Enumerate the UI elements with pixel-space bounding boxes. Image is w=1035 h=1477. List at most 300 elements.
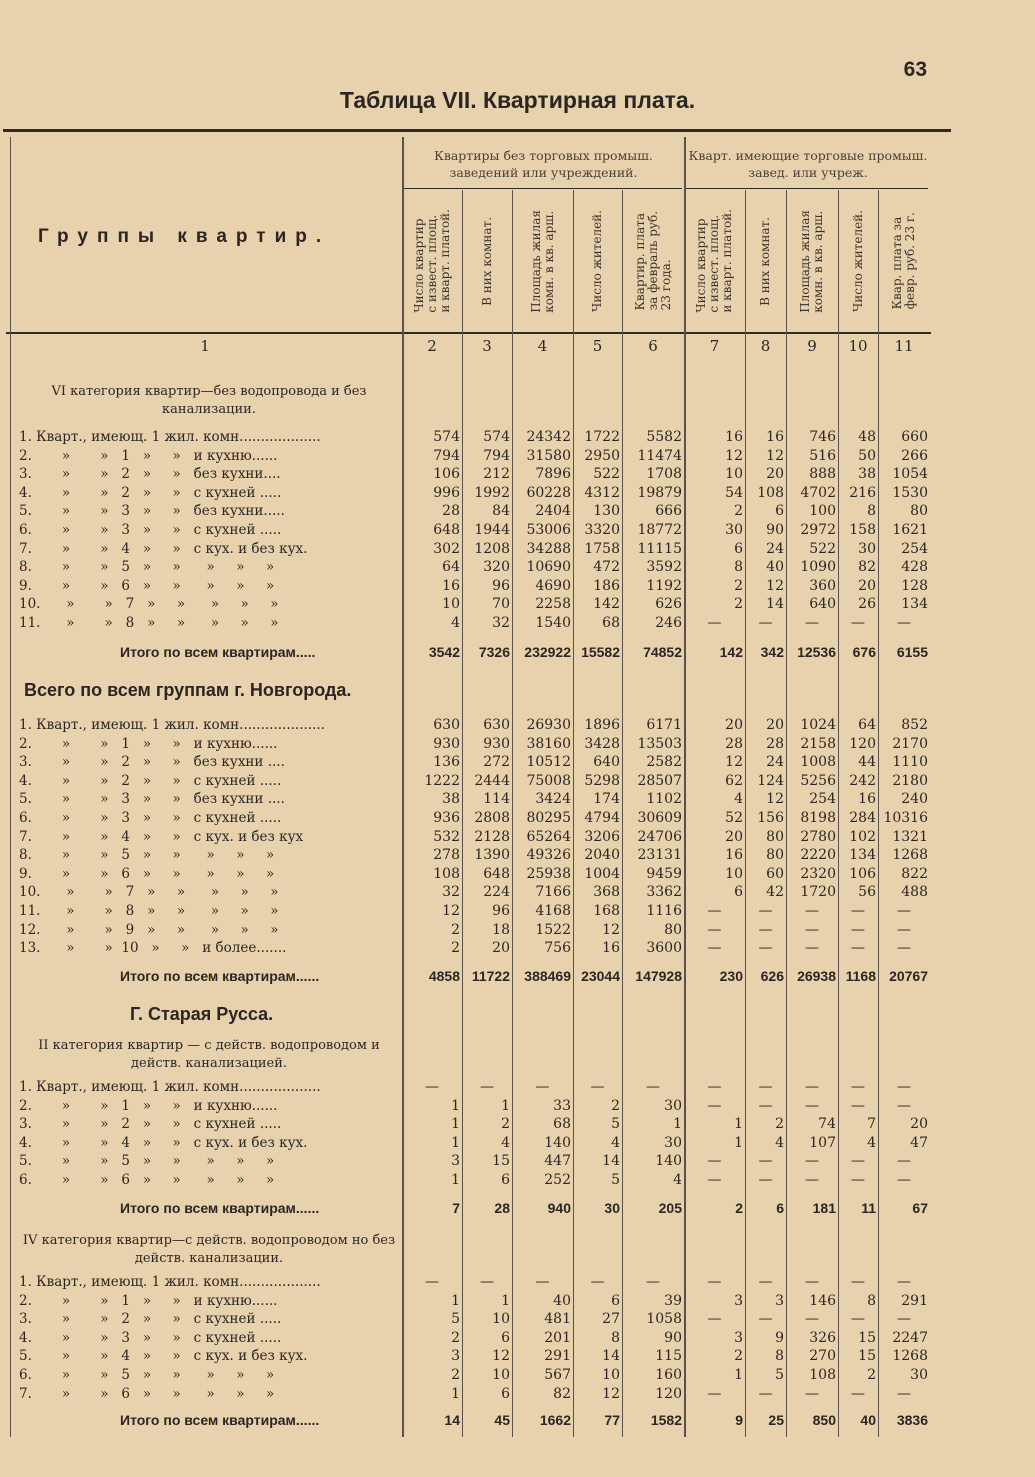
table-row [0, 465, 1035, 484]
table-cell: — [707, 903, 722, 919]
table-cell: 6 [734, 540, 743, 557]
table-cell: 1008 [800, 754, 836, 771]
table-cell: 49326 [526, 847, 571, 864]
row-label: 2. » » 1 » » и кухню...... [19, 1097, 278, 1114]
table-cell: — [535, 1079, 550, 1095]
column-header [838, 192, 878, 330]
table-cell: 388469 [524, 968, 571, 984]
table-cell: 12 [766, 791, 784, 808]
table-cell: 930 [483, 735, 510, 752]
table-cell: 181 [812, 1200, 836, 1216]
table-cell: 24706 [637, 828, 682, 845]
table-cell: 516 [809, 447, 836, 464]
table-cell: — [707, 1385, 722, 1402]
table-cell: 1 [734, 1134, 743, 1151]
table-cell: 1 [451, 1172, 460, 1188]
table-cell: 270 [809, 1348, 836, 1365]
table-cell: 1662 [539, 1412, 571, 1428]
table-cell: — [805, 1097, 819, 1114]
table-row [0, 809, 1035, 828]
table-cell: — [851, 615, 865, 631]
table-cell: 7166 [535, 884, 571, 901]
table-cell: 32 [442, 884, 460, 901]
table-cell: 1268 [892, 847, 928, 864]
table-cell: 26938 [797, 968, 836, 984]
table-cell: 368 [593, 884, 620, 901]
table-cell: 1102 [646, 791, 682, 808]
table-cell: 630 [483, 717, 510, 733]
column-number: 11 [894, 337, 914, 355]
table-cell: 630 [433, 717, 460, 733]
table-cell: 6 [501, 1385, 510, 1402]
table-cell: 246 [655, 615, 682, 631]
table-cell: 1722 [584, 429, 620, 445]
table-cell: 54 [725, 484, 743, 501]
table-row [0, 865, 1035, 884]
table-cell: 1720 [800, 884, 836, 901]
table-cell: — [805, 1172, 819, 1188]
table-cell: 15 [858, 1348, 876, 1365]
table-cell: 254 [901, 540, 928, 557]
table-cell: 1 [734, 1116, 743, 1133]
table-cell: 28 [766, 735, 784, 752]
column-header [878, 192, 930, 330]
table-row [0, 790, 1035, 809]
table-cell: 2444 [474, 772, 510, 789]
table-cell: — [851, 1311, 865, 1328]
table-cell: 186 [593, 577, 620, 594]
table-cell: 156 [757, 810, 784, 826]
table-cell: 5 [451, 1311, 460, 1328]
table-cell: 3600 [646, 940, 682, 957]
section-heading: II категория квартир — с действ. водопроводом и действ. канализацией. [38, 1038, 380, 1071]
total-label: Итого по всем квартирам...... [120, 1412, 320, 1428]
table-cell: 106 [433, 466, 460, 483]
table-cell: 10 [492, 1311, 510, 1328]
column-header-label: В них комнат. [479, 216, 494, 306]
table-cell: 6155 [896, 644, 928, 660]
table-cell: 2 [734, 503, 743, 520]
table-cell: 660 [901, 429, 928, 445]
table-cell: 134 [901, 596, 928, 613]
table-cell: 27 [602, 1311, 620, 1328]
row-label: 4. » » 4 » » с кух. и без кух. [19, 1134, 308, 1151]
table-cell: 3836 [896, 1412, 928, 1428]
table-cell: 60 [766, 865, 784, 882]
table-cell: 320 [483, 559, 510, 576]
table-cell: 12 [766, 577, 784, 594]
table-cell: — [707, 940, 722, 957]
row-label: 2. » » 1 » » и кухню...... [19, 1292, 278, 1309]
table-cell: 12 [442, 903, 460, 919]
header-bottom-rule [6, 332, 931, 334]
column-header [622, 192, 684, 330]
table-cell: — [897, 921, 911, 938]
table-cell: 74852 [643, 644, 682, 660]
row-label: 7. » » 4 » » с кух. и без кух. [19, 540, 308, 557]
row-label: 13. » » 10 » » и более....... [19, 940, 287, 957]
table-cell: 16 [442, 577, 460, 594]
table-cell: — [758, 1097, 773, 1114]
row-label: 4. » » 3 » » с кухней ..... [19, 1329, 282, 1346]
column-number: 6 [648, 337, 658, 355]
table-cell: 3428 [584, 735, 620, 752]
table-cell: — [851, 1079, 865, 1095]
table-cell: 23131 [637, 847, 682, 864]
table-row [0, 428, 1035, 447]
table-cell: 1621 [892, 522, 928, 538]
column-header-label: Число жителей. [850, 210, 865, 312]
table-row [0, 1171, 1035, 1190]
table-row [0, 1292, 1035, 1311]
table-row [0, 577, 1035, 596]
table-cell: 64 [858, 717, 876, 733]
table-cell: 80295 [526, 810, 571, 826]
table-cell: — [897, 1153, 911, 1170]
table-cell: 3320 [584, 522, 620, 538]
table-cell: 342 [760, 644, 784, 660]
table-cell: 640 [809, 596, 836, 613]
table-cell: — [535, 1274, 550, 1290]
table-cell: 12 [725, 754, 743, 771]
table-cell: 62 [725, 772, 743, 789]
table-cell: 1 [501, 1292, 510, 1309]
table-cell: — [851, 903, 865, 919]
row-label: 4. » » 2 » » с кухней ..... [19, 772, 282, 789]
table-cell: 4168 [535, 903, 571, 919]
table-cell: — [480, 1079, 494, 1095]
table-cell: 15 [492, 1153, 510, 1170]
table-cell: — [851, 1172, 865, 1188]
table-cell: 3 [451, 1153, 460, 1170]
table-cell: 65264 [526, 828, 571, 845]
table-cell: 18 [492, 921, 510, 938]
table-cell: — [897, 1311, 911, 1328]
table-cell: 28507 [637, 772, 682, 789]
row-label: 4. » » 2 » » с кухней ..... [19, 484, 282, 501]
table-cell: — [805, 615, 819, 631]
table-cell: 1708 [646, 466, 682, 483]
table-cell: — [707, 1274, 722, 1290]
table-cell: 16 [766, 429, 784, 445]
table-row [0, 540, 1035, 559]
table-cell: 80 [664, 921, 682, 938]
top-rule [3, 129, 951, 132]
table-cell: 574 [483, 429, 510, 445]
table-cell: 120 [655, 1385, 682, 1402]
table-cell: 47 [910, 1134, 928, 1151]
table-cell: 212 [483, 466, 510, 483]
table-cell: 39 [664, 1292, 682, 1309]
table-cell: 90 [766, 522, 784, 538]
groups-header: Группы квартир. [38, 226, 331, 247]
table-cell: 1110 [892, 754, 928, 771]
table-row [0, 716, 1035, 735]
table-cell: 20 [910, 1116, 928, 1133]
table-cell: 12 [725, 447, 743, 464]
table-cell: 77 [604, 1412, 620, 1428]
table-cell: 230 [719, 968, 743, 984]
group-b-rule [685, 188, 928, 189]
table-cell: 2 [501, 1116, 510, 1133]
table-cell: 20 [858, 577, 876, 594]
table-cell: 134 [849, 847, 876, 864]
table-cell: 6171 [646, 717, 682, 733]
table-cell: 822 [901, 865, 928, 882]
table-cell: 80 [910, 503, 928, 520]
table-cell: 160 [655, 1367, 682, 1383]
table-cell: 2128 [474, 828, 510, 845]
table-cell: — [480, 1274, 494, 1290]
table-cell: 108 [433, 865, 460, 882]
table-cell: 472 [593, 559, 620, 576]
table-cell: 794 [433, 447, 460, 464]
table-cell: — [707, 1153, 722, 1170]
table-cell: 30 [910, 1367, 928, 1383]
row-label: 6. » » 3 » » с кухней ..... [19, 810, 282, 826]
table-cell: 82 [858, 559, 876, 576]
table-cell: 2 [451, 1329, 460, 1346]
table-cell: 2220 [800, 847, 836, 864]
table-cell: 5 [611, 1116, 620, 1133]
table-row [0, 1329, 1035, 1348]
table-row [0, 1273, 1035, 1292]
page-number: 63 [903, 58, 927, 81]
table-cell: 106 [849, 865, 876, 882]
table-row [0, 883, 1035, 902]
table-cell: 12 [492, 1348, 510, 1365]
table-cell: 12 [602, 921, 620, 938]
table-cell: 240 [901, 791, 928, 808]
table-cell: 302 [433, 540, 460, 557]
table-cell: 242 [849, 772, 876, 789]
table-cell: 9 [775, 1329, 784, 1346]
row-label: 3. » » 2 » » без кухни .... [19, 754, 285, 771]
row-label: 1. Кварт., имеющ. 1 жил. комн................... [19, 1079, 321, 1095]
table-cell: 12536 [797, 644, 836, 660]
table-cell: 1 [734, 1367, 743, 1383]
table-cell: 1268 [892, 1348, 928, 1365]
table-cell: 34288 [526, 540, 571, 557]
section-heading: VI категория квартир—без водопровода и без канализации. [51, 384, 367, 417]
table-row [0, 502, 1035, 521]
table-cell: — [707, 1172, 722, 1188]
column-number: 10 [848, 337, 868, 355]
table-cell: 42 [766, 884, 784, 901]
table-row [0, 595, 1035, 614]
table-cell: 80 [766, 828, 784, 845]
table-cell: 25 [768, 1412, 784, 1428]
table-cell: 38160 [526, 735, 571, 752]
table-cell: 108 [809, 1367, 836, 1383]
table-row [0, 846, 1035, 865]
table-cell: 756 [544, 940, 571, 957]
table-cell: — [707, 615, 722, 631]
table-cell: 33 [553, 1097, 571, 1114]
table-cell: 2170 [892, 735, 928, 752]
table-cell: 14 [602, 1153, 620, 1170]
table-cell: 5 [775, 1367, 784, 1383]
column-header [462, 192, 512, 330]
table-cell: 648 [483, 865, 510, 882]
column-header-label: Площадь жилая комн. в кв. арш. [528, 209, 556, 313]
row-label: 11. » » 8 » » » » » [19, 615, 279, 631]
table-cell: 6 [734, 884, 743, 901]
table-cell: 1116 [646, 903, 682, 919]
row-label: 12. » » 9 » » » » » [19, 921, 279, 938]
table-cell: 45 [494, 1412, 510, 1428]
row-label: 9. » » 6 » » » » » [19, 577, 275, 594]
table-cell: 108 [757, 484, 784, 501]
table-cell: 5256 [800, 772, 836, 789]
table-cell: 3424 [535, 791, 571, 808]
table-cell: 20767 [889, 968, 928, 984]
column-header [786, 192, 838, 330]
table-cell: — [805, 903, 819, 919]
table-cell: 20 [725, 717, 743, 733]
table-row [0, 1115, 1035, 1134]
row-label: 1. Кварт., имеющ. 1 жил. комн................... [19, 429, 321, 445]
total-label: Итого по всем квартирам...... [120, 968, 320, 984]
table-cell: 10512 [526, 754, 571, 771]
table-cell: 10 [602, 1367, 620, 1383]
row-label: 6. » » 6 » » » » » [19, 1172, 275, 1188]
column-header-label: Квар. плата за февр. руб. 23 г. [890, 212, 917, 310]
table-cell: 3 [775, 1292, 784, 1309]
column-header-label: В них комнат. [758, 216, 772, 306]
table-cell: 1 [451, 1134, 460, 1151]
table-cell: 522 [809, 540, 836, 557]
table-cell: 60228 [526, 484, 571, 501]
column-number: 8 [760, 337, 771, 355]
row-label: 10. » » 7 » » » » » [19, 884, 279, 901]
table-cell: 2972 [800, 522, 836, 538]
row-label: 6. » » 5 » » » » » [19, 1367, 275, 1383]
table-cell: — [425, 1274, 439, 1290]
table-cell: 16 [725, 847, 743, 864]
table-cell: 1058 [646, 1311, 682, 1328]
row-label: 9. » » 6 » » » » » [19, 865, 275, 882]
table-cell: 56 [858, 884, 876, 901]
table-cell: 1 [451, 1097, 460, 1114]
table-cell: — [805, 1385, 819, 1402]
table-row [0, 828, 1035, 847]
table-cell: 26 [858, 596, 876, 613]
table-cell: — [805, 1153, 819, 1170]
group-a-header: Квартиры без торговых промыш. заведений или учреждений. [434, 148, 653, 180]
table-cell: 626 [655, 596, 682, 613]
table-cell: 50 [858, 447, 876, 464]
table-cell: 96 [492, 903, 510, 919]
row-label: 3. » » 2 » » с кухней ..... [19, 1311, 282, 1328]
column-header [684, 192, 745, 330]
table-cell: 10 [725, 865, 743, 882]
table-cell: 15 [858, 1329, 876, 1346]
table-cell: 107 [809, 1134, 836, 1151]
table-cell: 1540 [535, 615, 571, 631]
table-cell: 850 [812, 1412, 836, 1428]
row-label: 5. » » 3 » » без кухни..... [19, 503, 285, 520]
table-cell: — [758, 1311, 773, 1328]
table-cell: 2 [734, 596, 743, 613]
table-cell: 74 [818, 1116, 836, 1133]
table-cell: 80 [766, 847, 784, 864]
table-cell: 38 [858, 466, 876, 483]
table-cell: — [590, 1274, 605, 1290]
table-cell: 2158 [800, 735, 836, 752]
table-cell: 940 [547, 1200, 571, 1216]
column-number: 9 [807, 337, 817, 355]
table-cell: 30609 [637, 810, 682, 826]
table-cell: 1 [451, 1385, 460, 1402]
table-cell: 15582 [581, 644, 620, 660]
table-row [0, 1347, 1035, 1366]
table-cell: 8 [867, 1292, 876, 1309]
table-cell: — [758, 940, 773, 957]
column-header-label: Число жителей. [590, 210, 604, 312]
table-cell: 82 [553, 1385, 571, 1402]
table-cell: 2 [775, 1116, 784, 1133]
table-cell: 1054 [892, 466, 928, 483]
table-cell: 30 [664, 1134, 682, 1151]
table-cell: 4312 [584, 484, 620, 501]
table-cell: 10 [725, 466, 743, 483]
table-cell: 2 [734, 577, 743, 594]
table-cell: 1 [673, 1116, 682, 1133]
table-cell: 3592 [646, 559, 682, 576]
table-cell: 70 [492, 596, 510, 613]
column-header-label: Площадь жилая комн. в кв. арш. [798, 209, 825, 313]
table-cell: 11722 [471, 968, 510, 984]
table-cell: 6 [501, 1172, 510, 1188]
table-cell: 1222 [424, 772, 460, 789]
table-cell: 272 [483, 754, 510, 771]
table-cell: 24 [766, 754, 784, 771]
table-cell: 8 [611, 1329, 620, 1346]
column-number: 7 [709, 337, 720, 355]
row-label: 6. » » 3 » » с кухней ..... [19, 522, 282, 538]
row-label: 1. Кварт., имеющ. 1 жил. комн.................... [19, 717, 325, 733]
table-cell: — [897, 1097, 911, 1114]
table-cell: — [590, 1079, 605, 1095]
column-header-label: Число квартир с извест. площ. и кварт. платой. [694, 209, 734, 313]
table-cell: 1208 [474, 540, 510, 557]
table-cell: 2247 [892, 1329, 928, 1346]
table-cell: 1944 [474, 522, 510, 538]
table-cell: 2040 [584, 847, 620, 864]
table-cell: 488 [901, 884, 928, 901]
table-cell: 2780 [800, 828, 836, 845]
row-label: 11. » » 8 » » » » » [19, 903, 279, 919]
row-label: 2. » » 1 » » и кухню...... [19, 447, 278, 464]
table-cell: 2404 [535, 503, 571, 520]
table-cell: — [897, 1385, 911, 1402]
table-cell: — [707, 1097, 722, 1114]
table-cell: 428 [901, 559, 928, 576]
table-cell: — [646, 1079, 660, 1095]
table-cell: 142 [593, 596, 620, 613]
table-cell: — [805, 1311, 819, 1328]
table-cell: 20 [766, 466, 784, 483]
table-cell: 124 [757, 772, 784, 789]
table-cell: 4 [611, 1134, 620, 1151]
table-row [0, 521, 1035, 540]
table-cell: 201 [544, 1329, 571, 1346]
table-cell: 205 [658, 1200, 682, 1216]
table-cell: — [707, 1311, 722, 1328]
table-cell: — [851, 1153, 865, 1170]
table-cell: 936 [433, 810, 460, 826]
